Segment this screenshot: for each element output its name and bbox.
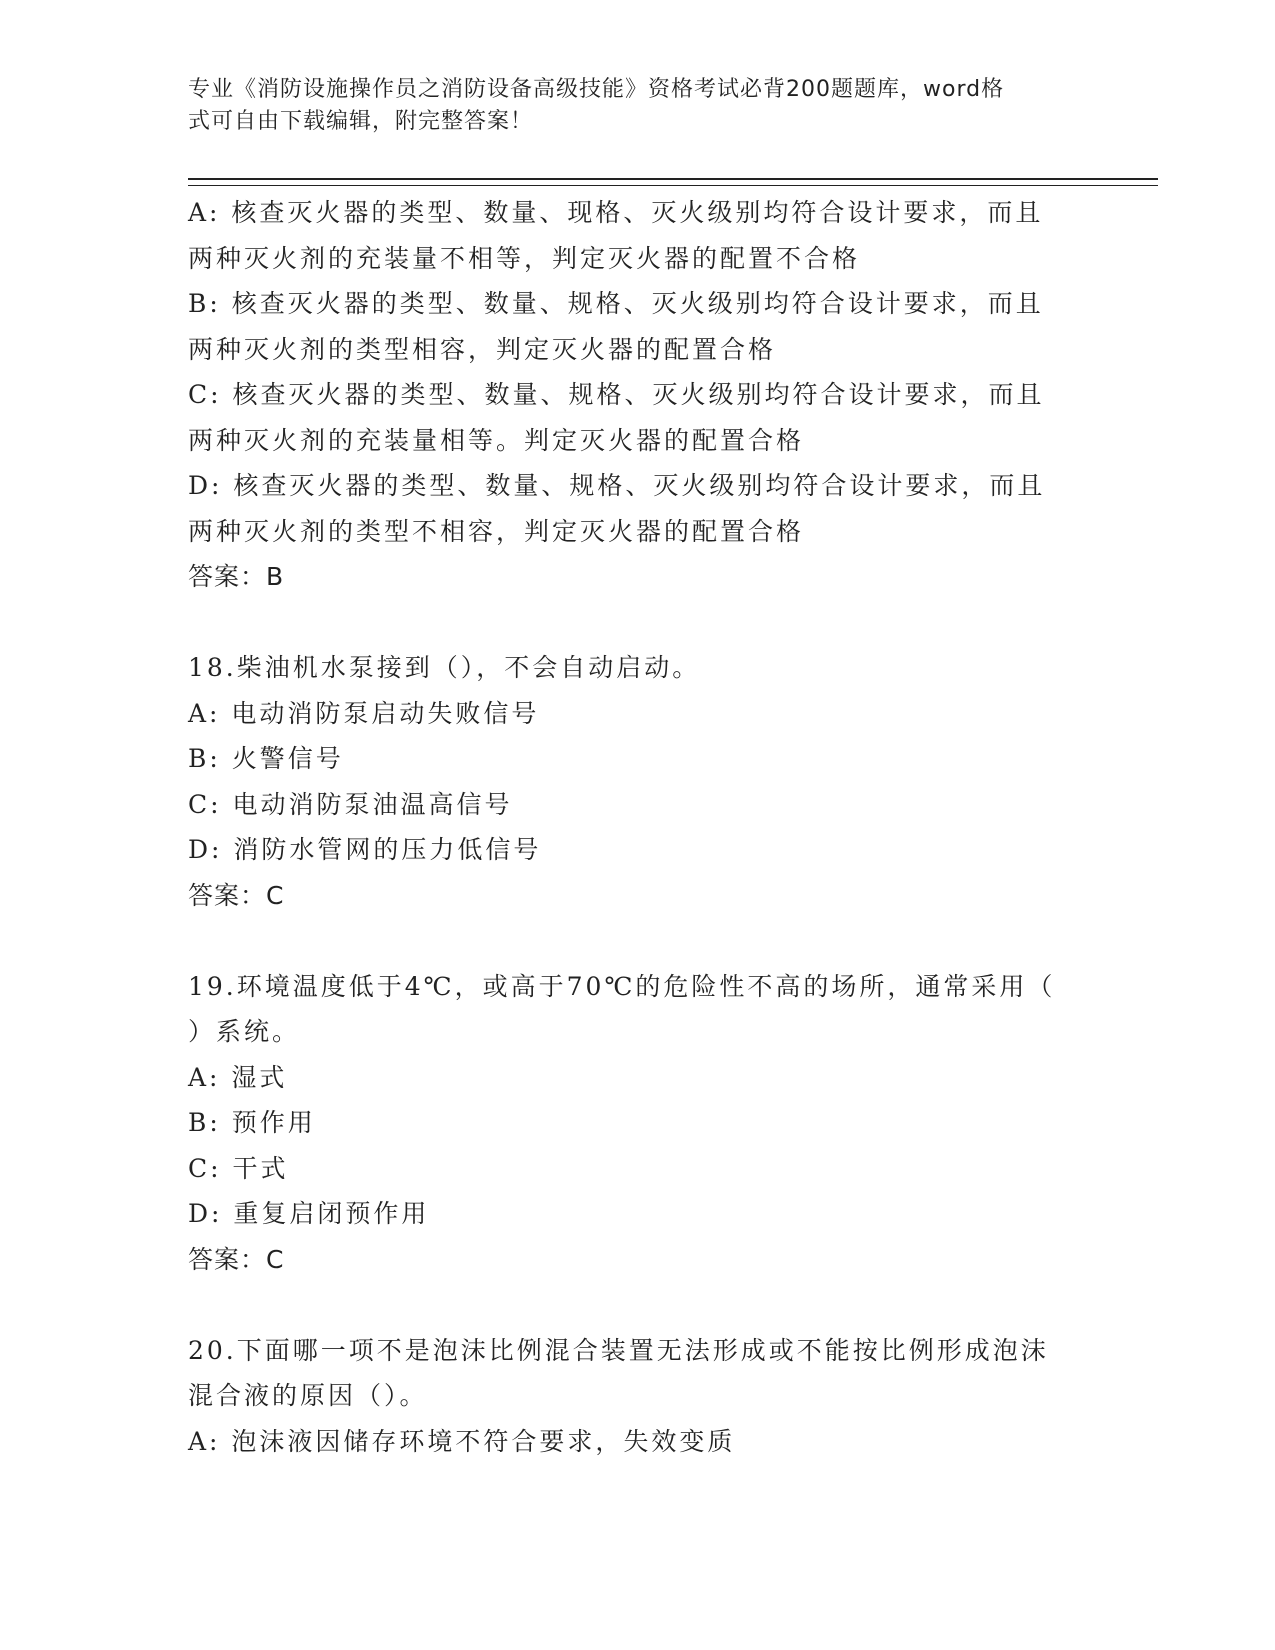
q19-answer: 答案：C [188, 1244, 285, 1274]
q20-option-a: A: 泡沫液因储存环境不符合要求，失效变质 [188, 1426, 736, 1456]
q19-stem-line-2: ）系统。 [188, 1017, 301, 1046]
q17-option-d-line-1: D: 核查灭火器的类型、数量、规格、灭火级别均符合设计要求，而且 [188, 471, 1046, 500]
q20-stem-line-1: 20.下面哪一项不是泡沫比例混合装置无法形成或不能按比例形成泡沫 [188, 1335, 1049, 1365]
q18-option-d: D: 消防水管网的压力低信号 [188, 835, 542, 864]
q17-answer: 答案：B [188, 562, 285, 591]
spacer [188, 600, 1088, 646]
q18-stem: 18.柴油机水泵接到（），不会自动启动。 [188, 653, 701, 682]
q20-stem-line-2: 混合液的原因（）。 [188, 1381, 428, 1410]
header-divider [188, 178, 1158, 186]
q17-option-c-line-1: C: 核查灭火器的类型、数量、规格、灭火级别均符合设计要求，而且 [188, 380, 1045, 409]
question-19 [188, 964, 1088, 1283]
question-18 [188, 645, 1088, 918]
question-20 [188, 1328, 1088, 1465]
q18-option-c: C: 电动消防泵油温高信号 [188, 789, 513, 819]
q17-option-d-line-2: 两种灭火剂的类型不相容，判定灭火器的配置合格 [188, 516, 805, 546]
q19-stem-line-1: 19.环境温度低于4℃，或高于70℃的危险性不高的场所，通常采用（ [188, 971, 1056, 1001]
header-line-2: 式可自由下载编辑，附完整答案！ [188, 109, 534, 134]
q19-option-b: B: 预作用 [188, 1108, 316, 1137]
q17-option-a-line-1: A: 核查灭火器的类型、数量、现格、灭火级别均符合设计要求，而且 [188, 198, 1044, 227]
q19-option-d: D: 重复启闭预作用 [188, 1199, 430, 1228]
question-content [188, 190, 1088, 1464]
q17-option-b-line-2: 两种灭火剂的类型相容，判定灭火器的配置合格 [188, 334, 777, 364]
q19-option-a: A: 湿式 [188, 1062, 288, 1092]
page-header [188, 74, 1088, 138]
q17-option-a-line-2: 两种灭火剂的充装量不相等，判定灭火器的配置不合格 [188, 243, 861, 273]
q18-option-b: B: 火警信号 [188, 744, 344, 773]
q19-option-c: C: 干式 [188, 1153, 289, 1183]
spacer [188, 918, 1088, 964]
q18-answer: 答案：C [188, 880, 285, 910]
q17-option-c-line-2: 两种灭火剂的充装量相等。判定灭火器的配置合格 [188, 425, 805, 455]
q17-option-b-line-1: B: 核查灭火器的类型、数量、规格、灭火级别均符合设计要求，而且 [188, 289, 1044, 318]
header-line-1: 专业《消防设施操作员之消防设备高级技能》资格考试必背200题题库，word格 [188, 77, 1005, 102]
q18-option-a: A: 电动消防泵启动失败信号 [188, 698, 540, 728]
question-17 [188, 190, 1088, 600]
spacer [188, 1282, 1088, 1328]
